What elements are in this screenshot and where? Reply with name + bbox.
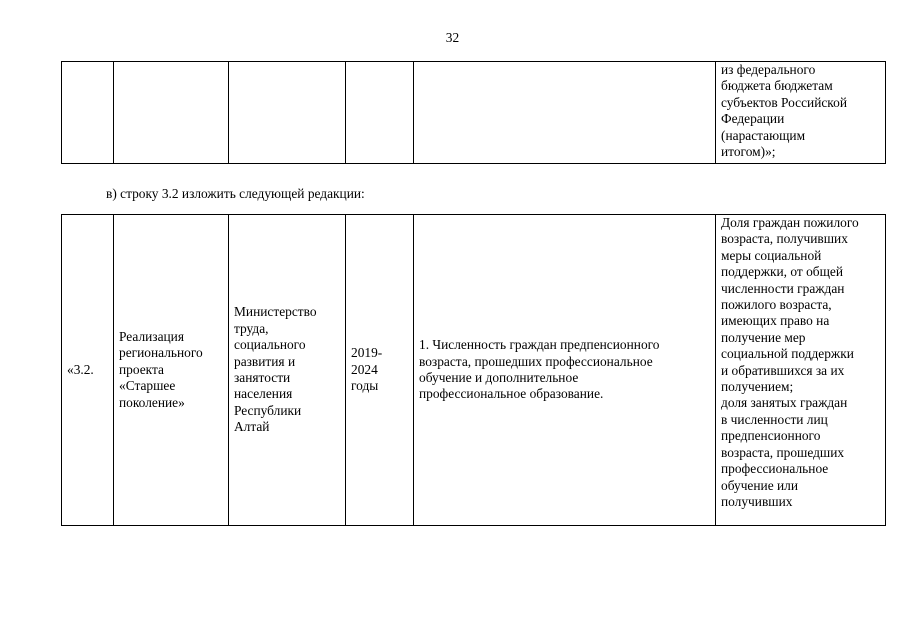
table-cell [229,62,346,164]
table-continuation [61,61,886,164]
amendment-paragraph: в) строку 3.2 изложить следующей редакции: [106,186,365,201]
table-cell [62,62,114,164]
table-row [62,62,886,164]
target-cell: Доля граждан пожилого возраста, получивших меры социальной поддержки, от общей численности граждан пожилого возраста, имеющих право на получение мер социальной поддержки и обратившихся за их получением; доля занятых граждан в численности лиц предпенсионного возраста, прошедших профессиональное обучение или получивших [716,215,886,526]
table-cell [114,62,229,164]
row-number-cell: «3.2. [62,215,114,526]
table-cell [346,62,414,164]
table-row [62,215,886,526]
period-cell: 2019- 2024 годы [346,215,414,526]
page-number: 32 [445,30,460,45]
table-cell-indicator-text: из федерального бюджета бюджетам субъектов Российской Федерации (нарастающим итогом)»; [716,62,886,164]
table-cell [414,62,716,164]
executor-cell: Министерство труда, социального развития и занятости населения Республики Алтай [229,215,346,526]
indicator-cell: 1. Численность граждан предпенсионного возраста, прошедших профессиональное обучение и дополнительное профессиональное образование. [414,215,716,526]
project-cell: Реализация регионального проекта «Старшее поколение» [114,215,229,526]
table-row-3-2 [61,214,886,526]
